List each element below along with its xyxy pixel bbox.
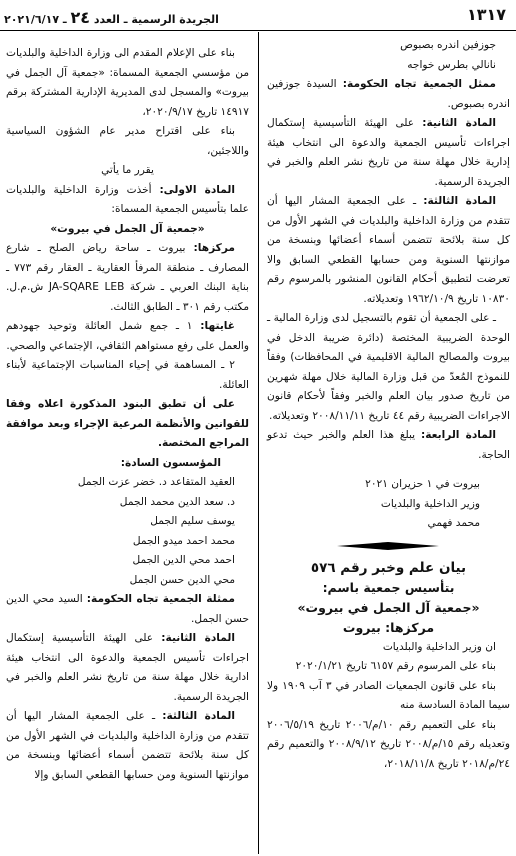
paragraph: بناء على الإعلام المقدم الى وزارة الداخلية والبلديات من مؤسسي الجمعية المسماة: «جمعية آل الجمل في بيروت» والمسجل لدى المديرية الإدارية المشتركة برقم ١٤٩١٧ تاريخ ٢٠٢٠/٩/١٧، [6, 47, 249, 118]
gazette-name: الجريدة الرسمية [131, 13, 219, 26]
notice-subtitle: بتأسيس جمعية باسم: [322, 579, 455, 595]
issue-label: العدد [93, 13, 120, 26]
association-name: «جمعية آل الجمل في بيروت» [50, 222, 205, 235]
paragraph: المادة الثالثة: ـ على الجمعية المشار اليها أن تتقدم من وزارة الداخلية والبلديات في الشهر الأول من كل سنة بلائحة تتضمن أسماء أعضائها وبنسخة من موازنتها السنوية ومن حسابها القطعي السابق والا تعرضت لتطبيق أحكام القانون المنشور بالمرسوم رقم ١٠٨٣٠ تاريخ ١٩٦٢/١٠/٩ وتعديلاته. [267, 195, 510, 305]
paragraph: بناء على اقتراح مدير عام الشؤون السياسية واللاجئين، [6, 125, 249, 157]
signature-line: وزير الداخلية والبلديات [380, 497, 480, 510]
founders-heading: المؤسسون السادة: [120, 456, 221, 469]
paragraph: المادة الرابعة: يبلغ هذا العلم والخبر حيث تدعو الحاجة. [267, 429, 510, 461]
paragraph: ـ على الجمعية أن تقوم بالتسجيل لدى وزارة المالية ـ الوحدة الضريبية المختصة (دائرة ضريبة الدخل في بيروت والمصالح المالية الاقليمية في المحافظات) وفقاً للنموذج المُعدّ من قبل وزارة المالية خلال مهلة شهرين من تاريخ صدور بيان العلم والخبر وفقاً لأحكام قانون الاجراءات الضريبية رقم ٤٤ تاريخ ٢٠٠٨/١١/١١ وتعديلاته. [267, 312, 510, 422]
article-label: المادة الثانية: [422, 117, 496, 129]
notice-title: بيان علم وخبر رقم ٥٧٦ [310, 559, 467, 576]
founder-name: د. سعد الدين محمد الجمل [119, 495, 235, 508]
issue-date: ٢٠٢١/٦/١٧ [4, 13, 60, 26]
left-column [6, 44, 249, 785]
right-column [267, 36, 510, 774]
founder-name: يوسف سليم الجمل [150, 515, 235, 527]
paragraph: جوزفين اندره بصبوص [400, 39, 496, 51]
founder-name: محي الدين حسن الجمل [129, 573, 235, 586]
paragraph: ان وزير الداخلية والبلديات [382, 640, 496, 653]
paragraph: المادة الثالثة: ـ على الجمعية المشار اليها أن تتقدم من وزارة الداخلية والبلديات في الشهر الأول من كل سنة بلائحة تتضمن أسماء أعضائها وبنسخة من موازنتها السنوية ومن حسابها القطعي السابق وإلا [6, 710, 249, 781]
paragraph: مركزها: بيروت ـ ساحة رياض الصلح ـ شارع المصارف ـ منطقة المرفأ العقارية ـ العقار رقم ٧٧٣ ـ بناية البنك العربي ـ شركة JA-SQARE LEB ش.م.ل. مكتب رقم ٣٠١ ـ الطابق الثالث. [6, 242, 249, 313]
paragraph: ٢ ـ المساهمة في إحياء المناسبات الإجتماعية لأبناء العائلة. [6, 359, 249, 391]
article-label: المادة الثالثة: [423, 195, 496, 207]
founder-name: احمد محي الدين الجمل [132, 554, 235, 566]
column-divider [258, 32, 259, 854]
page-number: ١٣١٧ [466, 5, 506, 24]
paragraph: المادة الاولى: أخذت وزارة الداخلية والبلديات علما بتأسيس الجمعية المسماة: [6, 183, 249, 215]
article-label: غايتها: [200, 320, 236, 332]
paragraph: ممثلة الجمعية تجاه الحكومة: السيد محي الدين حسن الجمل. [6, 593, 249, 625]
signature-line: محمد فهمي [427, 517, 480, 529]
section-separator [267, 536, 510, 556]
paragraph: المادة الثانية: على الهيئة التأسيسية إستكمال اجراءات تأسيس الجمعية والدعوة الى انتخاب هيئة ادارية خلال مهلة سنة من تاريخ نشر العلم والخبر في الجريدة الرسمية. [6, 632, 249, 703]
association-name: «جمعية آل الجمل في بيروت» [297, 599, 480, 615]
page-header [0, 0, 516, 31]
decision-heading: يقرر ما يأتي [101, 164, 154, 176]
signature-line: بيروت في ١ حزيران ٢٠٢١ [365, 478, 480, 490]
paragraph: بناء على قانون الجمعيات الصادر في ٣ آب ١٩٠٩ ولا سيما المادة السادسة منه [267, 679, 510, 711]
issue-number: ٢٤ [70, 8, 90, 27]
paragraph: بناء على التعميم رقم ١٠/م/٢٠٠٦ تاريخ ٢٠٠٦/٥/١٩ وتعديله رقم ١٥/م/٢٠٠٨ تاريخ ٢٠٠٨/٩/١٢ والتعميم رقم ٢٤/م/٢٠١٨ تاريخ ٢٠١٨/١١/٨، [267, 718, 510, 770]
article-label: ممثلة الجمعية تجاه الحكومة: [86, 593, 235, 605]
article-label: المادة الرابعة: [420, 429, 496, 441]
paragraph: ممثل الجمعية تجاه الحكومة: السيدة جوزفين اندره بصبوص. [267, 78, 510, 110]
article-label: مركزها: [193, 242, 235, 254]
paragraph: المادة الثانية: على الهيئة التأسيسية إستكمال اجراءات تأسيس الجمعية والدعوة الى انتخاب هيئة إدارية خلال مهلة سنة من تاريخ نشر العلم والخبر في الجريدة الرسمية. [267, 117, 510, 188]
paragraph: نانالي بطرس خواجه [407, 58, 496, 71]
header-line: الجريدة الرسمية ـ العدد ٢٤ ـ ٢٠٢١/٦/١٧ [4, 8, 219, 27]
paragraph: غايتها: ١ ـ جمع شمل العائلة وتوحيد جهودهم والعمل على رفع مستواهم الثقافي، الإجتماعي والصحي. [6, 320, 249, 352]
association-seat: مركزها: بيروت [342, 619, 435, 635]
paragraph: على أن تطبق البنود المذكورة اعلاه وفقا للقوانين والأنظمة المرعية الإجراء وبعد موافقة المراجع المختصة. [6, 398, 249, 449]
founder-name: محمد احمد ميدو الجمل [132, 534, 235, 547]
founder-name: العقيد المتقاعد د. خضر عزت الجمل [77, 476, 235, 488]
article-label: المادة الثالثة: [162, 710, 235, 722]
article-label: ممثل الجمعية تجاه الحكومة: [342, 78, 496, 90]
article-label: المادة الثانية: [161, 632, 235, 644]
article-label: المادة الاولى: [159, 183, 235, 196]
paragraph: بناء على المرسوم رقم ٦١٥٧ تاريخ ٢٠٢٠/١/٢١ [295, 660, 496, 672]
